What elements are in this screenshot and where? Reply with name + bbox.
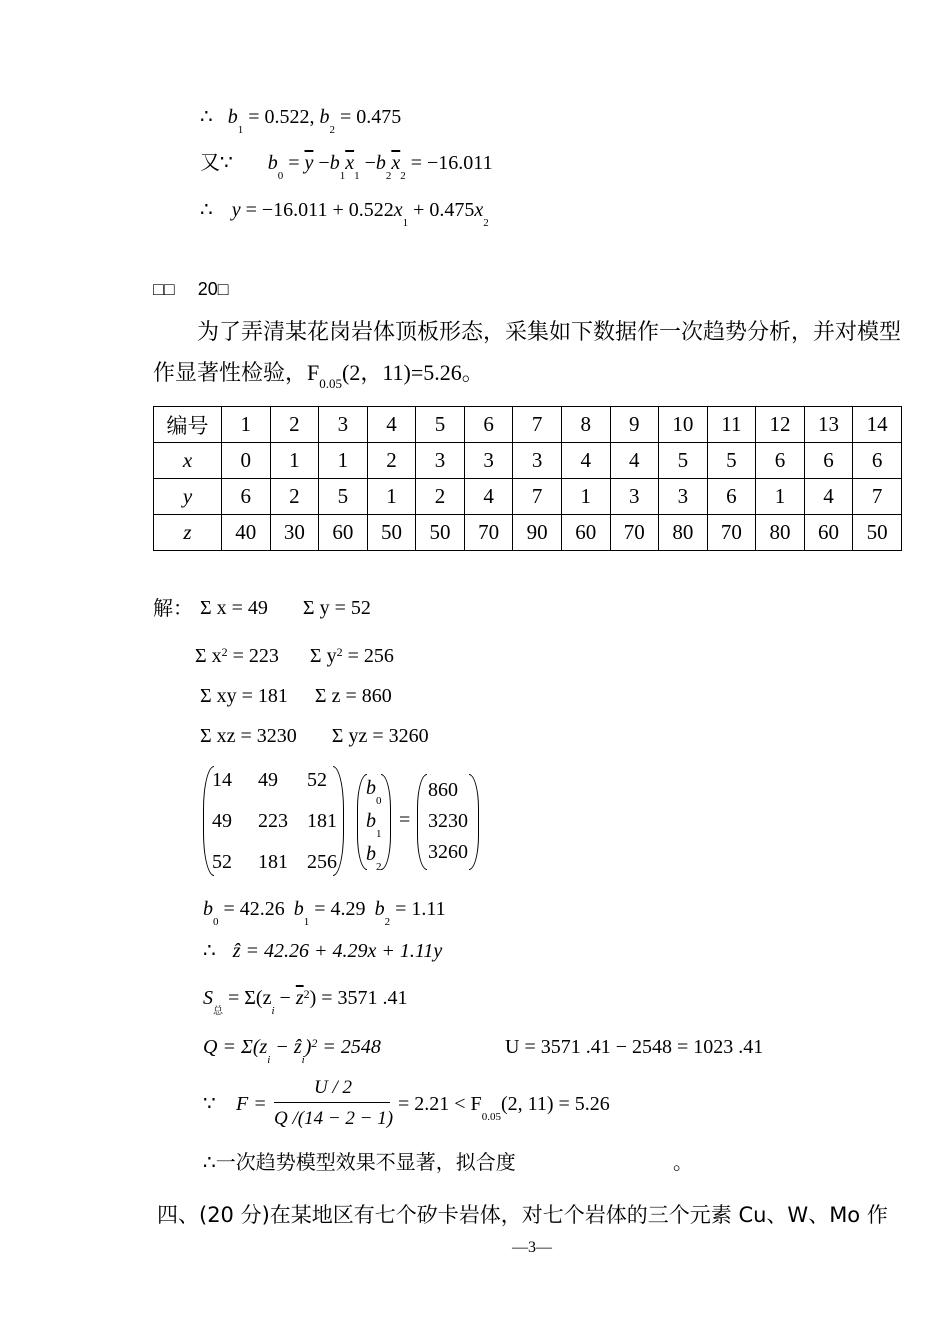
b0-coef-var: b — [203, 898, 213, 920]
coef-line — [203, 898, 446, 928]
regression-rhs: = −16.011 + 0.522 — [245, 199, 394, 221]
b2-sub: 2 — [329, 124, 336, 136]
sum-row-4 — [200, 726, 429, 746]
line-b1-b2 — [200, 106, 402, 136]
b0-value: = −16.011 — [410, 152, 493, 174]
table-cell: 6 — [707, 479, 756, 515]
x2-var: x — [474, 199, 484, 221]
table-row-label: y — [154, 479, 222, 515]
sum-y2: Σ y — [309, 645, 337, 667]
b2-coef-value: = 1.11 — [395, 898, 446, 920]
table-cell: 4 — [610, 443, 659, 479]
matrix-cell: 49 — [258, 769, 278, 791]
equals: = — [288, 152, 300, 174]
table-cell: 3 — [464, 443, 513, 479]
b2-sub-2: 2 — [385, 170, 392, 182]
matrix-cell: 223 — [258, 810, 288, 832]
b2-var-2: b — [375, 152, 386, 174]
table-id-cell: 3 — [319, 407, 368, 443]
sum-xz: Σ xz = 3230 — [200, 725, 297, 747]
matrix-cell: 256 — [307, 851, 337, 873]
f-lhs: F = — [236, 1093, 267, 1115]
table-header-label: 编号 — [154, 407, 222, 443]
table-cell: 60 — [804, 515, 853, 551]
rhs-vector-entry: 3230 — [428, 810, 468, 832]
matrix-equals: = — [399, 809, 411, 831]
solution-label-text: 解： — [153, 596, 193, 620]
page-number: —3— — [512, 1239, 552, 1256]
label-marks: □□ — [153, 279, 175, 299]
f-because: ∵ — [203, 1093, 216, 1115]
table-row-label: x — [154, 443, 222, 479]
table-id-cell: 1 — [222, 407, 271, 443]
sum-row-3 — [200, 686, 392, 706]
table-cell: 6 — [804, 443, 853, 479]
b1-coef-var: b — [293, 898, 304, 920]
f-args: (2，11)=5.26。 — [342, 360, 484, 385]
b-entry-sub: 1 — [376, 828, 382, 840]
rhs-vector-entry: 860 — [428, 779, 458, 801]
b0-coef-sub: 0 — [213, 916, 219, 928]
b2-coef-sub: 2 — [384, 916, 391, 928]
sum-yz: Σ yz = 3260 — [331, 725, 429, 747]
matrix-cell: 52 — [307, 769, 327, 791]
table-id-cell: 9 — [610, 407, 659, 443]
b-vector-entry — [366, 810, 382, 840]
bvec-right-paren — [381, 774, 391, 870]
b0-sub: 0 — [277, 170, 284, 182]
z-hat: ẑ — [232, 940, 241, 962]
s-total-line — [203, 987, 408, 1017]
therefore-symbol: ∴ — [200, 106, 213, 128]
x2-bar: $\overline{x}$ — [391, 152, 401, 174]
table-cell: 1 — [561, 479, 610, 515]
table-id-cell: 10 — [659, 407, 708, 443]
table-cell: 50 — [853, 515, 902, 551]
table-cell: 30 — [270, 515, 319, 551]
sum-x2-value: = 223 — [232, 645, 279, 667]
f-rhs-sub: 0.05 — [481, 1111, 501, 1123]
table-cell: 60 — [319, 515, 368, 551]
table-cell: 90 — [513, 515, 562, 551]
table-cell: 3 — [513, 443, 562, 479]
b2-coef-var: b — [374, 898, 385, 920]
problem-description: 为了弄清某花岗岩体顶板形态，采集如下数据作一次趋势分析，并对模型作显著性检验， — [153, 320, 902, 386]
table-cell: 4 — [804, 479, 853, 515]
b1-sub-2: 1 — [339, 170, 346, 182]
f-fraction-bar — [274, 1102, 390, 1103]
sum-x2: Σ x — [195, 645, 222, 667]
s-minus: − — [279, 987, 296, 1009]
table-id-cell: 7 — [513, 407, 562, 443]
table-row-label: z — [154, 515, 222, 551]
s-var: S — [203, 987, 213, 1009]
table-cell: 5 — [707, 443, 756, 479]
sum-y2-value: = 256 — [347, 645, 394, 667]
minus-1: − — [318, 152, 330, 174]
table-cell: 1 — [319, 443, 368, 479]
rhs-left-paren — [417, 774, 427, 870]
table-cell: 2 — [416, 479, 465, 515]
table-cell: 1 — [367, 479, 416, 515]
model-therefore: ∴ — [203, 940, 216, 962]
sum-y2-sup: 2 — [336, 645, 343, 659]
b1-var-2: b — [329, 152, 340, 174]
table-row — [154, 479, 902, 515]
x1-sub-2: 1 — [402, 217, 409, 229]
problem-label — [153, 280, 229, 298]
s-sup: 2 — [303, 987, 310, 1001]
table-cell: 50 — [367, 515, 416, 551]
model-line — [203, 941, 442, 961]
conclusion-end: 。 — [673, 1150, 693, 1174]
table-cell: 7 — [853, 479, 902, 515]
problem-text — [153, 313, 903, 396]
rhs-right-paren — [469, 774, 479, 870]
b1-coef-sub: 1 — [303, 916, 310, 928]
table-cell: 2 — [270, 479, 319, 515]
table-cell: 3 — [659, 479, 708, 515]
matrix-cell: 52 — [212, 851, 232, 873]
line-regression — [200, 199, 489, 229]
table-cell: 3 — [416, 443, 465, 479]
table-id-cell: 5 — [416, 407, 465, 443]
x1-bar: $\overline{x}$ — [345, 152, 355, 174]
q-sup: 2 — [311, 1036, 318, 1050]
b-entry-sub: 2 — [376, 861, 382, 873]
because-prefix: 又∵ — [200, 150, 233, 174]
line-b0 — [200, 150, 493, 182]
q-line — [203, 1036, 381, 1066]
table-cell: 4 — [561, 443, 610, 479]
table-id-cell: 8 — [561, 407, 610, 443]
table-cell: 7 — [513, 479, 562, 515]
table-id-cell: 14 — [853, 407, 902, 443]
table-cell: 40 — [222, 515, 271, 551]
f-denominator: Q /(14 − 2 − 1) — [274, 1108, 394, 1129]
q-lhs: Q = Σ(z — [203, 1036, 268, 1058]
b1-sub: 1 — [237, 124, 244, 136]
table-cell: 5 — [659, 443, 708, 479]
x2-sub-2: 2 — [483, 217, 489, 229]
b-entry-var: b — [366, 810, 376, 832]
b1-coef-value: = 4.29 — [314, 898, 366, 920]
y-bar: $\overline{y}$ — [304, 152, 314, 174]
f-sub: 0.05 — [319, 376, 343, 391]
label-end: □ — [217, 279, 229, 299]
q-mid: − ẑ — [270, 1036, 302, 1058]
table-cell: 6 — [222, 479, 271, 515]
q-close: ) — [304, 1036, 312, 1058]
table-cell: 0 — [222, 443, 271, 479]
table-id-cell: 13 — [804, 407, 853, 443]
matrix-cell: 181 — [258, 851, 288, 873]
matrix-cell: 49 — [212, 810, 232, 832]
table-header-row — [154, 407, 902, 443]
table-row — [154, 443, 902, 479]
table-cell: 60 — [561, 515, 610, 551]
table-cell: 50 — [416, 515, 465, 551]
table-id-cell: 12 — [756, 407, 805, 443]
rhs-vector-entry: 3260 — [428, 841, 468, 863]
sum-z: Σ z = 860 — [314, 685, 392, 707]
table-cell: 4 — [464, 479, 513, 515]
z-bar: $\overline{z}$ — [295, 987, 304, 1009]
sum-row-1 — [200, 598, 371, 618]
y-var: y — [231, 199, 241, 221]
table-cell: 5 — [319, 479, 368, 515]
sum-xy: Σ xy = 181 — [200, 685, 288, 707]
table-id-cell: 4 — [367, 407, 416, 443]
table-cell: 1 — [756, 479, 805, 515]
u-line: U = 3571 .41 − 2548 = 1023 .41 — [505, 1036, 764, 1058]
s-value: ) = 3571 .41 — [309, 987, 408, 1009]
next-question: 四、(20 分)在某地区有七个矽卡岩体，对七个岩体的三个元素 Cu、W、Mo 作 — [157, 1203, 888, 1227]
b-vector-entry — [366, 843, 382, 873]
f-symbol: F — [307, 360, 320, 385]
label-number: 20 — [197, 279, 218, 299]
table-id-cell: 2 — [270, 407, 319, 443]
table-cell: 80 — [756, 515, 805, 551]
x1-sub: 1 — [354, 170, 360, 182]
table-id-cell: 11 — [707, 407, 756, 443]
f-rhs-value: (2, 11) = 5.26 — [500, 1093, 610, 1115]
b1-value: = 0.522, — [248, 106, 315, 128]
table-id-cell: 6 — [464, 407, 513, 443]
table-cell: 3 — [610, 479, 659, 515]
b2-value: = 0.475 — [340, 106, 402, 128]
data-table — [153, 406, 902, 551]
s-rhs-sub: i — [271, 1005, 275, 1017]
conclusion-text: ∴一次趋势模型效果不显著，拟合度 — [203, 1150, 516, 1174]
matrix-cell: 14 — [212, 769, 232, 791]
s-sub: 总 — [213, 1006, 223, 1017]
matrix-cell: 181 — [307, 810, 337, 832]
table-cell: 6 — [853, 443, 902, 479]
table-cell: 70 — [610, 515, 659, 551]
q-value: = 2548 — [317, 1036, 381, 1058]
sum-row-2 — [195, 646, 394, 666]
f-numerator: U / 2 — [314, 1077, 352, 1098]
table-cell: 70 — [464, 515, 513, 551]
x1-var: x — [393, 199, 403, 221]
regression-plus: + 0.475 — [413, 199, 475, 221]
q-sub1: i — [267, 1054, 271, 1066]
table-cell: 2 — [367, 443, 416, 479]
f-rhs — [398, 1093, 610, 1123]
b-entry-var: b — [366, 843, 376, 865]
table-cell: 80 — [659, 515, 708, 551]
b0-var: b — [267, 152, 278, 174]
solution-label — [153, 598, 193, 618]
b-entry-var: b — [366, 777, 376, 799]
f-rhs-text: = 2.21 < F — [398, 1093, 482, 1115]
b0-coef-value: = 42.26 — [223, 898, 285, 920]
sum-x: Σ x = 49 — [200, 597, 268, 619]
therefore-symbol-2: ∴ — [200, 199, 213, 221]
minus-2: − — [364, 152, 376, 174]
table-cell: 6 — [756, 443, 805, 479]
b2-var: b — [319, 106, 330, 128]
sum-y: Σ y = 52 — [302, 597, 371, 619]
model-rhs: = 42.26 + 4.29x + 1.11y — [245, 940, 443, 962]
table-cell: 1 — [270, 443, 319, 479]
table-row — [154, 515, 902, 551]
x2-sub: 2 — [400, 170, 406, 182]
table-cell: 70 — [707, 515, 756, 551]
conclusion — [203, 1152, 516, 1172]
q-sub2: i — [301, 1054, 305, 1066]
b1-var: b — [227, 106, 238, 128]
sum-x2-sup: 2 — [221, 645, 228, 659]
s-rhs: = Σ(z — [228, 987, 272, 1009]
b-entry-sub: 0 — [376, 795, 382, 807]
b-vector-entry — [366, 777, 382, 807]
